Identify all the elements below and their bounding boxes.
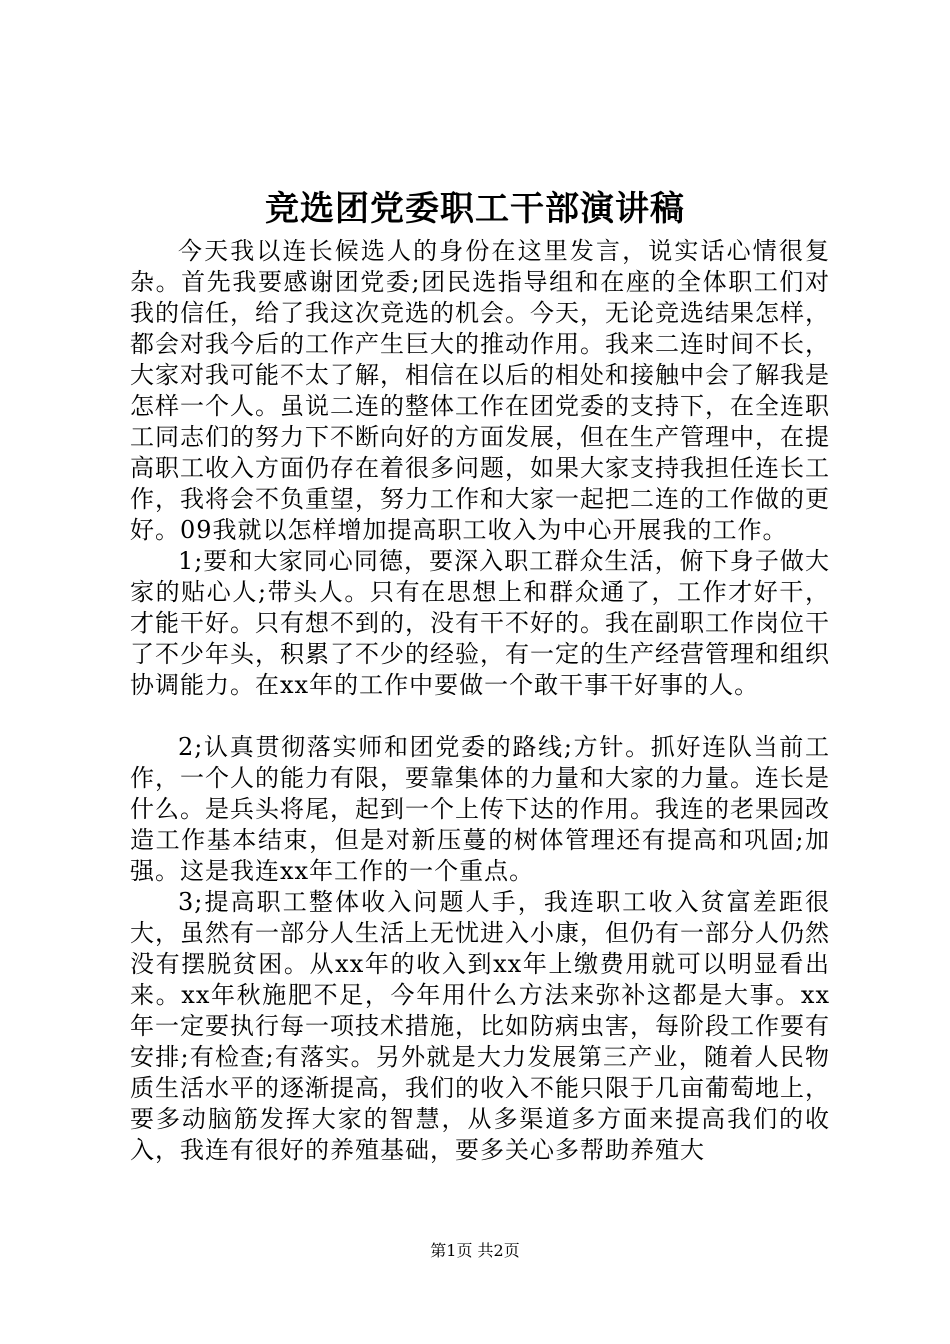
paragraph-point-2: 2;认真贯彻落实师和团党委的路线;方针。抓好连队当前工作，一个人的能力有限，要靠集体的力量和大家的力量。连长是什么。是兵头将尾，起到一个上传下达的作用。我连的老果园改造工作基本结束，但是对新压蔓的树体管理还有提高和巩固;加强。这是我连xx年工作的一个重点。 (130, 733, 830, 885)
document-body (130, 236, 830, 1166)
page-title: 竞选团党委职工干部演讲稿 (265, 189, 685, 229)
paragraph-point-1: 1;要和大家同心同德，要深入职工群众生活，俯下身子做大家的贴心人;带头人。只有在思想上和群众通了，工作才好干，才能干好。只有想不到的，没有干不好的。我在副职工作岗位干了不少年头，积累了不少的经验，有一定的生产经营管理和组织协调能力。在xx年的工作中要做一个敢干事干好事的人。 (130, 547, 830, 699)
page-footer: 第1页 共2页 (430, 1241, 520, 1260)
paragraph-point-3: 3;提高职工整体收入问题人手，我连职工收入贫富差距很大，虽然有一部分人生活上无忧进入小康，但仍有一部分人仍然没有摆脱贫困。从xx年的收入到xx年上缴费用就可以明显看出来。xx年秋施肥不足，今年用什么方法来弥补这都是大事。xx年一定要执行每一项技术措施，比如防病虫害，每阶段工作要有安排;有检查;有落实。另外就是大力发展第三产业，随着人民物质生活水平的逐渐提高，我们的收入不能只限于几亩葡萄地上，要多动脑筋发挥大家的智慧，从多渠道多方面来提高我们的收入，我连有很好的养殖基础，要多关心多帮助养殖大 (130, 888, 830, 1164)
paragraph-intro: 今天我以连长候选人的身份在这里发言，说实话心情很复杂。首先我要感谢团党委;团民选指导组和在座的全体职工们对我的信任，给了我这次竞选的机会。今天，无论竞选结果怎样，都会对我今后的工作产生巨大的推动作用。我来二连时间不长，大家对我可能不太了解，相信在以后的相处和接触中会了解我是怎样一个人。虽说二连的整体工作在团党委的支持下，在全连职工同志们的努力下不断向好的方面发展，但在生产管理中，在提高职工收入方面仍存在着很多问题，如果大家支持我担任连长工作，我将会不负重望，努力工作和大家一起把二连的工作做的更好。09我就以怎样增加提高职工收入为中心开展我的工作。 (130, 237, 830, 544)
